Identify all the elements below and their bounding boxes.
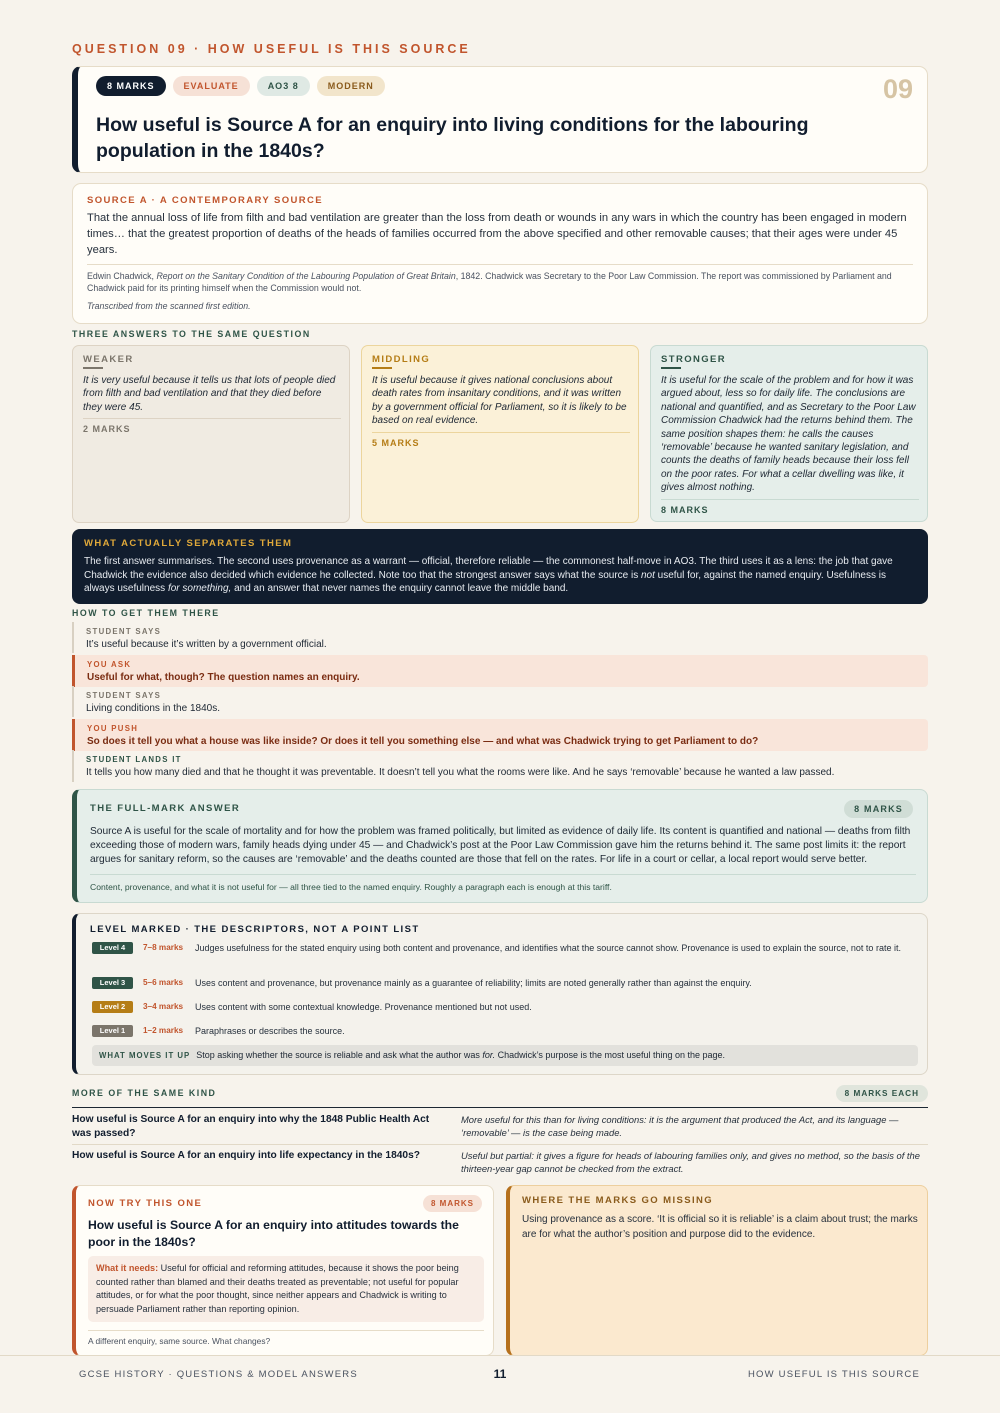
try-question: How useful is Source A for an enquiry into attitudes towards the poor in the 1840s? (88, 1218, 459, 1249)
level-tag: Level 3 (92, 977, 133, 989)
footer-right: HOW USEFUL IS THIS SOURCE (748, 1369, 920, 1380)
page-number: 11 (493, 1367, 507, 1381)
howto-heading: HOW TO GET THEM THERE (72, 608, 220, 618)
needs-label: What it needs: (96, 1263, 159, 1273)
levels-card (72, 913, 928, 1075)
footer-left: GCSE HISTORY · QUESTIONS & MODEL ANSWERS (79, 1369, 358, 1380)
speaker-label: STUDENT SAYS (86, 691, 162, 700)
answer-card-stronger (650, 345, 928, 522)
citation-title: Report on the Sanitary Condition of the Labouring Population of Great Britain (156, 271, 456, 281)
citation-detail: , 1842. Chadwick was Secretary to the Poor Law Commission. The report was commissioned by Parliament and Chadwick paid for its printing himself when the Commission would not. (87, 271, 892, 293)
level-row (92, 1001, 922, 1015)
divider (661, 367, 681, 369)
answer-marks: 2 MARKS (83, 424, 131, 434)
speaker-text: So does it tell you what a house was like inside? Or does it tell you something else — and what was Chadwick trying to get Parliament to do? (87, 736, 759, 747)
level-marks: 3–4 marks (143, 1002, 184, 1011)
level-marks: 5–6 marks (143, 978, 184, 987)
dialogue-teacher (72, 655, 928, 687)
more-answer: Useful but partial: it gives a figure for heads of labouring families only, and gives no method, so the basis of the thirteen-year gap cannot be checked from the extract. (461, 1150, 920, 1174)
missing-marks-card (506, 1185, 928, 1356)
source-card (72, 183, 928, 324)
separates-label: WHAT ACTUALLY SEPARATES THEM (84, 538, 293, 549)
more-question: How useful is Source A for an enquiry into why the 1848 Public Health Act was passed? (72, 1114, 430, 1139)
moves-up-label: WHAT MOVES IT UP (99, 1051, 191, 1060)
dialogue-student-lands (72, 750, 928, 782)
level-row (92, 942, 922, 968)
question-chips (96, 76, 385, 96)
needs-text: Useful for official and reforming attitudes, because it shows the poor being counted rather than blamed and their deaths treated as preventable; not useful for popular attitudes, or for what the poor thought, since neither appears and Chadwick is writing to persuade Parliament rather than reporting opinion. (96, 1263, 459, 1314)
speaker-label: YOU ASK (87, 660, 132, 669)
text-run: Stop asking whether the source is reliable and ask what the author was (196, 1050, 483, 1060)
source-text: That the annual loss of life from filth and bad ventilation are greater than the loss from death or wounds in any wars in which the country has been engaged in modern times… that the greatest proportion of deaths of the heads of families occurred from the above specified and other removable causes; that their ages were under 45 years. (87, 212, 907, 256)
ao-chip: AO3 8 (257, 76, 310, 96)
try-needs (88, 1256, 484, 1322)
level-descriptor: Paraphrases or describes the source. (195, 1026, 345, 1036)
marks-chip: 8 MARKS (96, 76, 166, 96)
answer-card-weaker (72, 345, 350, 523)
missing-label: WHERE THE MARKS GO MISSING (522, 1195, 714, 1206)
text-run: and an answer that never names the enquiry cannot leave the middle band. (231, 583, 569, 594)
answer-text: It is very useful because it tells us that lots of people died from filth and bad ventilation and that they died before they were 45. (83, 375, 336, 413)
more-heading: MORE OF THE SAME KIND (72, 1088, 217, 1098)
more-answer: More useful for this than for living conditions: it is the argument that produced the Act, and its language — ‘removable’ — is the case being made. (461, 1114, 899, 1138)
dialogue-student (72, 622, 928, 653)
moves-up-tip (92, 1045, 918, 1066)
try-footnote: A different enquiry, same source. What changes? (88, 1336, 271, 1346)
answer-label: MIDDLING (372, 354, 431, 365)
divider (83, 418, 341, 419)
text-emphasis: for something, (167, 583, 232, 594)
dialogue-student (72, 686, 928, 717)
answer-card-middling (361, 345, 639, 523)
try-label: NOW TRY THIS ONE (88, 1198, 203, 1209)
answer-text: It is useful for the scale of the problem and for how it was argued about, less so for daily life. The conclusions are national and quantified, and as Secretary to the Poor Law Commission Chadwick had the returns behind them. The same position shapes them: he calls the causes ‘removable’ because he wanted sanitary legislation, and counts the deaths of family heads because their loss fell on the poor rates. For what a cellar dwelling was like, it gives almost nothing. (661, 375, 916, 494)
skill-chip: EVALUATE (173, 76, 250, 96)
levels-label: LEVEL MARKED · THE DESCRIPTORS, NOT A POINT LIST (90, 924, 420, 935)
divider (661, 499, 919, 500)
full-mark-card (72, 789, 928, 903)
level-descriptor: Uses content with some contextual knowledge. Provenance mentioned but not used. (195, 1002, 532, 1012)
level-tag: Level 1 (92, 1025, 133, 1037)
level-row (92, 1025, 922, 1039)
answer-marks: 8 MARKS (661, 505, 709, 515)
citation-author: Edwin Chadwick, (87, 271, 157, 281)
divider (90, 874, 916, 875)
divider (72, 1144, 928, 1145)
question-card (72, 66, 928, 173)
source-citation (87, 270, 913, 294)
try-card (72, 1185, 494, 1356)
answer-marks: 5 MARKS (372, 438, 420, 448)
speaker-label: STUDENT LANDS IT (86, 755, 182, 764)
level-tag: Level 2 (92, 1001, 133, 1013)
answer-label: STRONGER (661, 354, 727, 365)
dialogue-teacher (72, 719, 928, 751)
speaker-text: It tells you how many died and that he thought it was preventable. It doesn’t tell you what the rooms were like. And he says ‘removable’ because he wanted a law passed. (86, 767, 835, 778)
divider (372, 432, 630, 433)
full-mark-text: Source A is useful for the scale of mortality and for how the problem was framed politically, but limited as evidence of daily life. Its content is quantified and national — deaths from filth exceeding those of modern wars, family heads dying under 45 — and Chadwick’s post at the Poor Law Commission gave him the returns behind it. The same post limits it: the report argues for sanitary reform, so the causes are ‘removable’ and the deaths counted are those that fell on the rates. For life in a court or cellar, a local report would serve better. (90, 826, 911, 865)
period-chip: MODERN (317, 76, 385, 96)
separates-text (84, 555, 914, 596)
level-marks: 7–8 marks (143, 943, 184, 952)
level-descriptor: Uses content and provenance, but provenance mainly as a guarantee of reliability; limits are noted generally rather than against the enquiry. (195, 978, 752, 988)
level-tag: Level 4 (92, 942, 133, 954)
divider (372, 367, 392, 369)
level-marks: 1–2 marks (143, 1026, 184, 1035)
divider (83, 367, 103, 369)
speaker-text: Living conditions in the 1840s. (86, 703, 220, 714)
source-note: Transcribed from the scanned first edition. (87, 301, 251, 311)
speaker-text: Useful for what, though? The question names an enquiry. (87, 672, 360, 683)
divider (88, 1330, 484, 1331)
missing-text: Using provenance as a score. ‘It is official so it is reliable’ is a claim about trust; the marks are for what the author’s position and purpose did to the evidence. (522, 1214, 918, 1240)
divider (72, 1107, 928, 1108)
speaker-label: YOU PUSH (87, 724, 139, 733)
more-badge: 8 MARKS EACH (836, 1085, 928, 1102)
speaker-text: It’s useful because it’s written by a government official. (86, 639, 327, 650)
marks-badge: 8 MARKS (423, 1195, 482, 1212)
answers-heading: THREE ANSWERS TO THE SAME QUESTION (72, 329, 311, 339)
text-emphasis: not (640, 569, 655, 581)
text-emphasis: for. (482, 1050, 496, 1060)
separates-panel (72, 529, 928, 604)
question-number: 09 (882, 74, 913, 104)
full-mark-note: Content, provenance, and what it is not useful for — all three tied to the named enquiry. Roughly a paragraph each is enough at this tariff. (90, 882, 612, 892)
speaker-label: STUDENT SAYS (86, 627, 162, 636)
text-run: The first answer summarises. The second uses provenance as a warrant — official, therefore reliable — the commonest half-move in AO3. The third uses it as a lens: the job that gave Chadwick the evidence also decided which evidence he collected. Note too that the strongest answer says what the source is (84, 556, 893, 581)
footer-divider (0, 1355, 1000, 1356)
text-run: useful for, against the named enquiry. Usefulness is always usefulness (84, 569, 886, 594)
level-descriptor: Judges usefulness for the stated enquiry using both content and provenance, and identifies what the source cannot show. Provenance is used to explain the source, not to rate it. (195, 943, 901, 953)
full-mark-label: THE FULL-MARK ANSWER (90, 803, 241, 814)
marks-badge: 8 MARKS (844, 800, 913, 818)
divider (87, 264, 913, 265)
level-row (92, 977, 922, 991)
answer-text: It is useful because it gives national conclusions about death rates from insanitary conditions, and it was written by a government official for Parliament, so it is likely to be based on real evidence. (372, 375, 627, 427)
source-label: SOURCE A · A CONTEMPORARY SOURCE (87, 195, 324, 206)
more-question: How useful is Source A for an enquiry into life expectancy in the 1840s? (72, 1150, 420, 1161)
text-run: Chadwick’s purpose is the most useful thing on the page. (495, 1050, 726, 1060)
question-title: How useful is Source A for an enquiry into living conditions for the labouring population in the 1840s? (96, 114, 809, 162)
page-eyebrow: QUESTION 09 · HOW USEFUL IS THIS SOURCE (72, 42, 471, 56)
answer-label: WEAKER (83, 354, 134, 365)
